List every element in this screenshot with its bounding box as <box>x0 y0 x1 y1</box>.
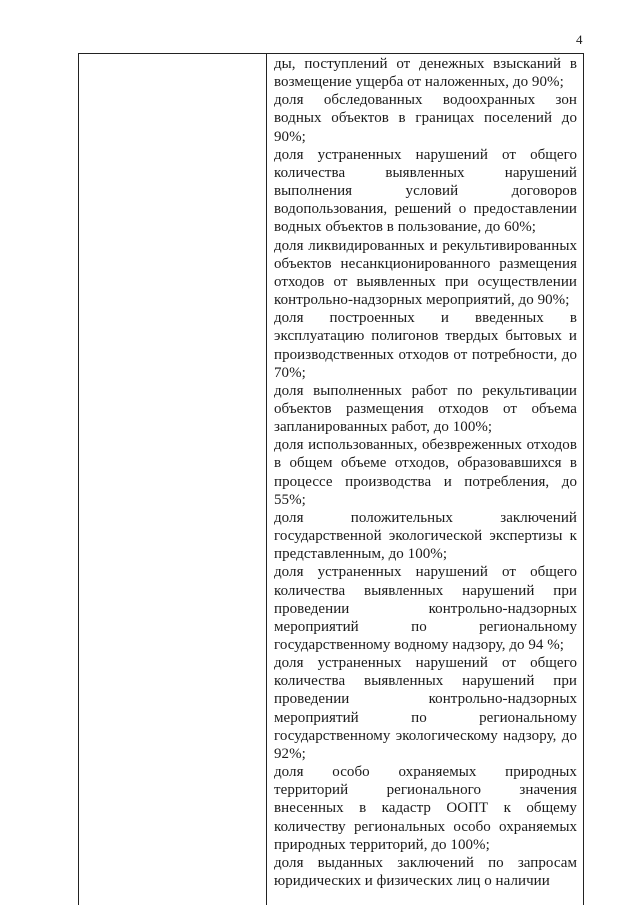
indicator-paragraph: доля устраненных нарушений от общего количества выявленных нарушений при проведении контрольно-надзорных мероприятий по региональному государственному водному надзору, до 94 %; <box>274 564 577 653</box>
indicator-paragraph: доля положительных заключений государственной экологической экспертизы к представленным, до 100%; <box>274 509 577 563</box>
indicator-paragraph: доля использованных, обезвреженных отходов в общем объеме отходов, образовавшихся в процессе производства и потребления, до 55%; <box>274 437 577 508</box>
table-left-column <box>79 54 267 905</box>
page-number: 4 <box>576 32 583 47</box>
indicator-paragraph: ды, поступлений от денежных взысканий в возмещение ущерба от наложенных, до 90%; <box>274 56 577 91</box>
document-table <box>78 53 584 905</box>
indicator-paragraph: доля выполненных работ по рекультивации объектов размещения отходов от объема запланированных работ, до 100%; <box>274 382 577 436</box>
indicator-paragraph: доля ликвидированных и рекультивированных объектов несанкционированного размещения отходов от выявленных при осуществлении контрольно-надзорных мероприятий, до 90%; <box>274 237 577 309</box>
indicator-paragraph: доля обследованных водоохранных зон водных объектов в границах поселений до 90%; <box>274 92 577 145</box>
indicator-paragraph: доля построенных и введенных в эксплуатацию полигонов твердых бытовых и производственных отходов от потребности, до 70%; <box>274 310 577 381</box>
table-right-column <box>267 54 583 905</box>
indicator-paragraph: доля устраненных нарушений от общего количества выявленных нарушений выполнения условий договоров водопользования, решений о предоставлении водных объектов в пользование, до 60%; <box>274 146 577 236</box>
indicator-paragraph: доля особо охраняемых природных территорий регионального значения внесенных в кадастр ООПТ к общему количеству региональных особо охраняемых природных территорий, до 100%; <box>274 764 577 853</box>
indicator-paragraph: доля выданных заключений по запросам юридических и физических лиц о наличии <box>274 854 577 890</box>
indicator-paragraph: доля устраненных нарушений от общего количества выявленных нарушений при проведении контрольно-надзорных мероприятий по региональному государственному экологическому надзору, до 92%; <box>274 655 577 762</box>
